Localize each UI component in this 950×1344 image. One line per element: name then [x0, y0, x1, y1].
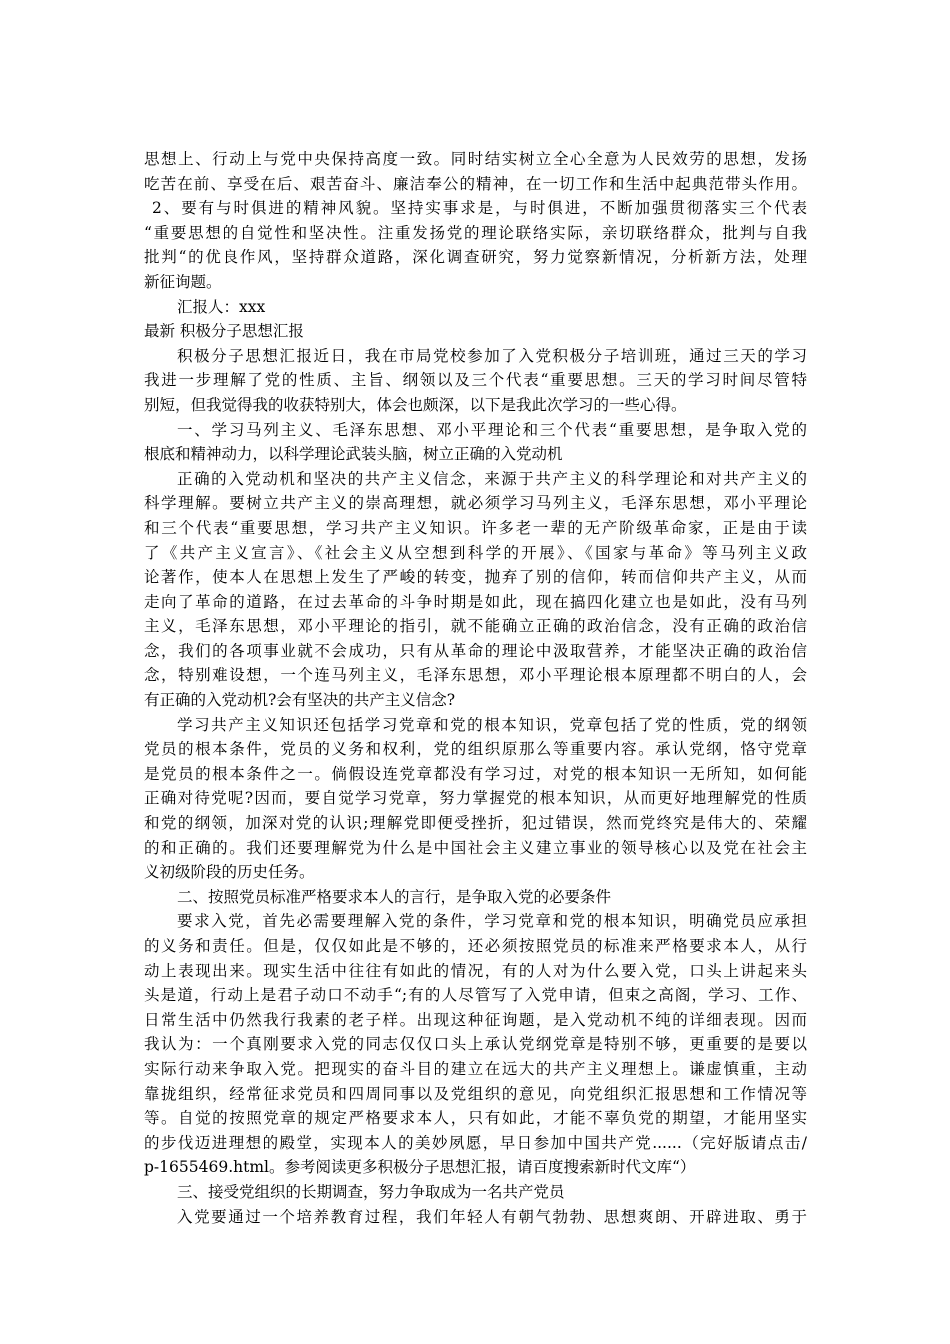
document-line: 入党要通过一个培养教育过程，我们年轻人有朝气勃勃、思想爽朗、开辟进取、勇于 [177, 1207, 807, 1226]
document-line: 我进一步理解了党的性质、主旨、纲领以及三个代表“重要思想。三天的学习时间尽管特 [144, 371, 807, 390]
document-line: 走向了革命的道路，在过去革命的斗争时期是如此，现在搞四化建立也是如此，没有马列 [144, 592, 807, 611]
document-line: 2、要有与时俱进的精神风貌。坚持实事求是，与时俱进，不断加强贯彻落实三个代表 [152, 199, 807, 218]
document-line: 别短，但我觉得我的收获特别大，体会也颇深，以下是我此次学习的一些心得。 [144, 395, 687, 414]
document-line: 积极分子思想汇报近日，我在市局党校参加了入党积极分子培训班，通过三天的学习 [177, 346, 807, 365]
document-line: 党员的根本条件，党员的义务和权利，党的组织原那么等重要内容。承认党纲，恪守党章 [144, 740, 807, 759]
document-line: 科学理解。要树立共产主义的崇高理想，就必须学习马列主义，毛泽东思想，邓小平理论 [144, 494, 807, 513]
document-line: p-1655469.html。参考阅读更多积极分子思想汇报，请百度搜索新时代文库“） [144, 1158, 696, 1177]
document-line: 三、接受党组织的长期调查，努力争取成为一名共产党员 [177, 1182, 565, 1201]
document-line: 思想上、行动上与党中央保持高度一致。同时结实树立全心全意为人民效劳的思想，发扬 [144, 150, 807, 168]
document-line: 二、按照党员标准严格要求本人的言行，是争取入党的必要条件 [177, 887, 612, 906]
document-page [144, 147, 807, 1229]
document-line: 动上表现出来。现实生活中往往有如此的情况，有的人对为什么要入党，口头上讲起来头 [144, 961, 807, 980]
document-line: 是党员的根本条件之一。倘假设连党章都没有学习过，对党的根本知识一无所知，如何能 [144, 764, 807, 783]
document-line: 最新 积极分子思想汇报 [144, 322, 304, 341]
document-line: 主义，毛泽东思想，邓小平理论的指引，就不能确立正确的政治信念，没有正确的政治信 [144, 617, 807, 636]
document-line: 学习共产主义知识还包括学习党章和党的根本知识，党章包括了党的性质，党的纲领 [177, 715, 807, 734]
document-line: 正确对待党呢?因而，要自觉学习党章，努力掌握党的根本知识，从而更好地理解党的性质 [144, 789, 807, 808]
document-line: 新征询题。 [144, 272, 222, 291]
document-line: 念，特别难设想，一个连马列主义，毛泽东思想，邓小平理论根本原理都不明白的人，会 [144, 666, 807, 685]
document-line: 论著作，使本人在思想上发生了严峻的转变，抛弃了别的信仰，转而信仰共产主义，从而 [144, 568, 807, 587]
document-line: 的和正确的。我们还要理解党为什么是中国社会主义建立事业的领导核心以及党在社会主 [144, 838, 807, 857]
document-line: 我认为：一个真刚要求入党的同志仅仅口头上承认党纲党章是特别不够，更重要的是要以 [144, 1035, 807, 1054]
document-line: 要求入党，首先必需要理解入党的条件，学习党章和党的根本知识，明确党员应承担 [177, 912, 807, 931]
document-line: 靠拢组织，经常征求党员和四周同事以及党组织的意见，向党组织汇报思想和工作情况等 [144, 1084, 807, 1103]
document-line: 了《共产主义宣言》、《社会主义从空想到科学的开展》、《国家与革命》等马列主义政 [144, 543, 807, 562]
document-line: 和党的纲领，加深对党的认识;理解党即便受挫折，犯过错误，然而党终究是伟大的、荣耀 [144, 814, 807, 833]
document-line: 吃苦在前、享受在后、艰苦奋斗、廉洁奉公的精神，在一切工作和生活中起典范带头作用。 [144, 174, 807, 193]
document-line: 有正确的入党动机?会有坚决的共产主义信念? [144, 691, 456, 710]
document-line: 的义务和责任。但是，仅仅如此是不够的，还必须按照党员的标准来严格要求本人，从行 [144, 937, 807, 955]
document-line: 念，我们的各项事业就不会成功，只有从革命的理论中汲取营养，才能坚决正确的政治信 [144, 641, 807, 660]
document-line: 等。自觉的按照党章的规定严格要求本人，只有如此，才能不辜负党的期望，才能用坚实 [144, 1109, 807, 1128]
document-line: “重要思想的自觉性和坚决性。注重发扬党的理论联络实际，亲切联络群众，批判与自我 [144, 223, 807, 242]
document-line: 日常生活中仍然我行我素的老子样。出现这种征询题，是入党动机不纯的详细表现。因而 [144, 1010, 807, 1029]
document-line: 正确的入党动机和坚决的共产主义信念，来源于共产主义的科学理论和对共产主义的 [177, 469, 807, 488]
document-line: 汇报人：xxx [177, 297, 266, 316]
document-line: 根底和精神动力，以科学理论武装头脑，树立正确的入党动机 [144, 445, 563, 464]
document-line: 一、学习马列主义、毛泽东思想、邓小平理论和三个代表“重要思想，是争取入党的 [177, 420, 807, 439]
document-line: 批判“的优良作风，坚持群众道路，深化调查研究，努力觉察新情况，分析新方法，处理 [144, 248, 807, 267]
document-line: 和三个代表“重要思想，学习共产主义知识。许多老一辈的无产阶级革命家，正是由于读 [144, 518, 807, 537]
document-line: 实际行动来争取入党。把现实的奋斗目的建立在远大的共产主义理想上。谦虚慎重，主动 [144, 1059, 807, 1078]
document-line: 头是道，行动上是君子动口不动手“;有的人尽管写了入党申请，但束之高阁，学习、工作、 [144, 986, 807, 1005]
document-line: 的步伐迈进理想的殿堂，实现本人的美妙夙愿，早日参加中国共产党......（完好版请点击/ [144, 1133, 807, 1152]
document-line: 义初级阶段的历史任务。 [144, 863, 315, 882]
